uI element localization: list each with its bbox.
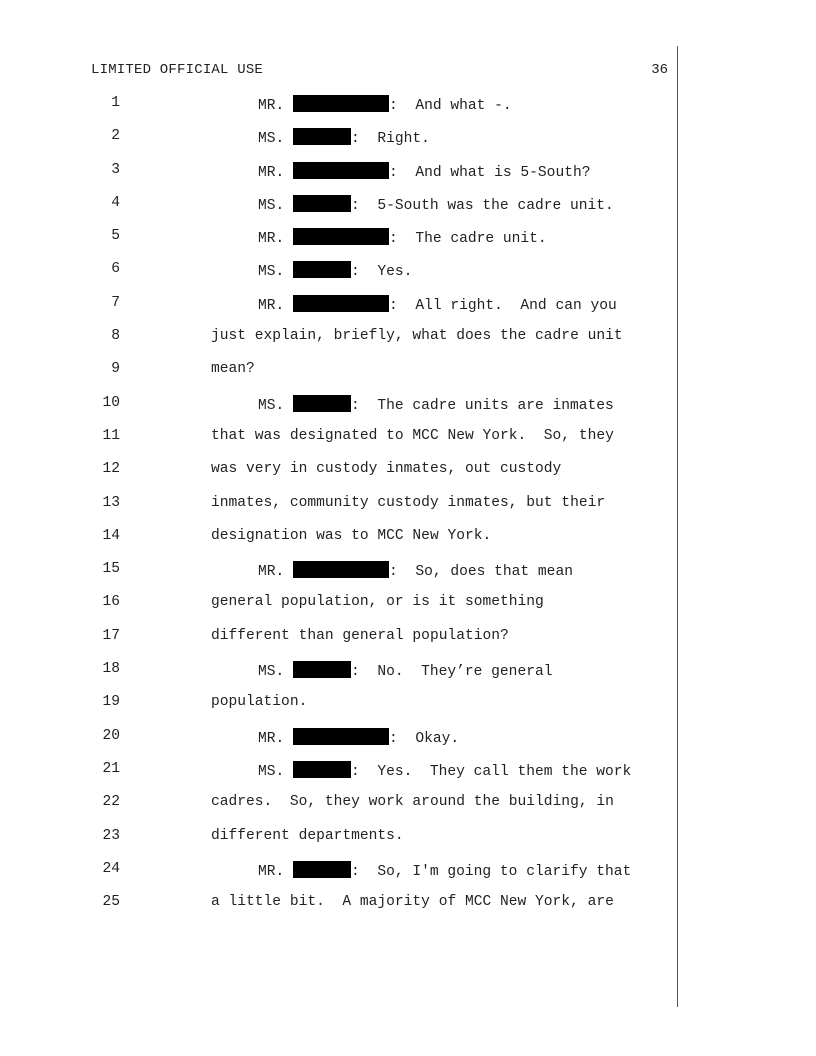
transcript-lines bbox=[0, 92, 677, 924]
speaker-line bbox=[258, 661, 552, 680]
speaker-title: MS. bbox=[258, 264, 285, 281]
line-number: 19 bbox=[102, 694, 120, 711]
redaction-box bbox=[293, 95, 389, 112]
transcript-line bbox=[0, 358, 677, 391]
right-margin-rule bbox=[677, 46, 678, 1007]
speaker-line bbox=[258, 261, 412, 280]
line-number: 17 bbox=[102, 627, 120, 644]
continuation-text: different departments. bbox=[211, 827, 404, 844]
transcript-line bbox=[0, 92, 677, 125]
classification-header: LIMITED OFFICIAL USE bbox=[91, 62, 264, 78]
transcript-line bbox=[0, 858, 677, 891]
speaker-title: MR. bbox=[258, 730, 285, 747]
transcript-line bbox=[0, 691, 677, 724]
speaker-line bbox=[258, 395, 614, 414]
speaker-title: MR. bbox=[258, 231, 285, 248]
line-number: 2 bbox=[111, 128, 120, 145]
continuation-text: designation was to MCC New York. bbox=[211, 527, 492, 544]
line-number: 14 bbox=[102, 527, 120, 544]
redaction-box bbox=[293, 295, 389, 312]
continuation-text: cadres. So, they work around the building, in bbox=[211, 794, 614, 811]
line-number: 8 bbox=[111, 328, 120, 345]
speaker-title: MR. bbox=[258, 98, 285, 114]
speaker-line bbox=[258, 195, 614, 214]
speaker-title: MS. bbox=[258, 397, 285, 414]
speaker-title: MR. bbox=[258, 164, 285, 181]
speaker-line bbox=[258, 561, 573, 580]
line-number: 5 bbox=[111, 228, 120, 245]
speaker-line bbox=[258, 162, 590, 181]
line-number: 23 bbox=[102, 827, 120, 844]
transcript-line bbox=[0, 159, 677, 192]
speaker-title: MR. bbox=[258, 863, 285, 880]
redaction-box bbox=[293, 195, 351, 212]
line-number: 21 bbox=[102, 760, 120, 777]
transcript-line bbox=[0, 192, 677, 225]
transcript-line bbox=[0, 458, 677, 491]
line-number: 1 bbox=[111, 95, 120, 111]
speaker-line bbox=[258, 228, 547, 247]
continuation-text: a little bit. A majority of MCC New York, are bbox=[211, 894, 614, 911]
redaction-box bbox=[293, 761, 351, 778]
transcript-line bbox=[0, 725, 677, 758]
transcript-line bbox=[0, 425, 677, 458]
transcript-line bbox=[0, 492, 677, 525]
speaker-title: MR. bbox=[258, 564, 285, 581]
speech-text: : And what -. bbox=[389, 98, 512, 114]
transcript-line bbox=[0, 891, 677, 924]
redaction-box bbox=[293, 728, 389, 745]
transcript-line bbox=[0, 392, 677, 425]
line-number: 13 bbox=[102, 494, 120, 511]
line-number: 16 bbox=[102, 594, 120, 611]
redaction-box bbox=[293, 395, 351, 412]
transcript-line bbox=[0, 525, 677, 558]
speech-text: : Right. bbox=[351, 131, 430, 148]
speech-text: : So, does that mean bbox=[389, 564, 573, 581]
continuation-text: inmates, community custody inmates, but their bbox=[211, 494, 606, 511]
speaker-title: MS. bbox=[258, 664, 285, 681]
line-number: 6 bbox=[111, 261, 120, 278]
speech-text: : Yes. They call them the work bbox=[351, 763, 632, 780]
line-number: 7 bbox=[111, 294, 120, 311]
transcript-line bbox=[0, 325, 677, 358]
speech-text: : So, I'm going to clarify that bbox=[351, 863, 632, 880]
line-number: 18 bbox=[102, 661, 120, 678]
line-number: 22 bbox=[102, 794, 120, 811]
line-number: 20 bbox=[102, 727, 120, 744]
continuation-text: was very in custody inmates, out custody bbox=[211, 461, 562, 478]
speech-text: : All right. And can you bbox=[389, 297, 617, 314]
line-number: 24 bbox=[102, 860, 120, 877]
redaction-box bbox=[293, 228, 389, 245]
speaker-title: MR. bbox=[258, 297, 285, 314]
transcript-line bbox=[0, 125, 677, 158]
speaker-title: MS. bbox=[258, 197, 285, 214]
transcript-line bbox=[0, 825, 677, 858]
redaction-box bbox=[293, 128, 351, 145]
speech-text: : Yes. bbox=[351, 264, 413, 281]
speaker-title: MS. bbox=[258, 131, 285, 148]
speaker-line bbox=[258, 761, 631, 780]
continuation-text: mean? bbox=[211, 361, 255, 378]
speech-text: : And what is 5-South? bbox=[389, 164, 591, 181]
continuation-text: general population, or is it something bbox=[211, 594, 544, 611]
continuation-text: population. bbox=[211, 694, 308, 711]
transcript-line bbox=[0, 225, 677, 258]
line-number: 11 bbox=[102, 427, 120, 444]
speaker-title: MS. bbox=[258, 763, 285, 780]
transcript-line bbox=[0, 591, 677, 624]
line-number: 12 bbox=[102, 461, 120, 478]
line-number: 3 bbox=[111, 161, 120, 178]
line-number: 4 bbox=[111, 194, 120, 211]
transcript-line bbox=[0, 625, 677, 658]
transcript-line bbox=[0, 258, 677, 291]
speech-text: : Okay. bbox=[389, 730, 460, 747]
line-number: 25 bbox=[102, 894, 120, 911]
transcript-line bbox=[0, 292, 677, 325]
speaker-line bbox=[258, 861, 631, 880]
transcript-line bbox=[0, 791, 677, 824]
line-number: 10 bbox=[102, 394, 120, 411]
speech-text: : 5-South was the cadre unit. bbox=[351, 197, 614, 214]
transcript-line bbox=[0, 658, 677, 691]
speaker-line bbox=[258, 95, 512, 114]
speech-text: : The cadre units are inmates bbox=[351, 397, 614, 414]
speaker-line bbox=[258, 128, 430, 147]
transcript-line bbox=[0, 758, 677, 791]
page-number: 36 bbox=[651, 62, 668, 78]
speaker-line bbox=[258, 295, 617, 314]
transcript-line bbox=[0, 558, 677, 591]
speaker-line bbox=[258, 728, 459, 747]
continuation-text: different than general population? bbox=[211, 627, 509, 644]
speech-text: : The cadre unit. bbox=[389, 231, 547, 248]
line-number: 15 bbox=[102, 561, 120, 578]
redaction-box bbox=[293, 561, 389, 578]
redaction-box bbox=[293, 861, 351, 878]
speech-text: : No. They’re general bbox=[351, 664, 553, 681]
redaction-box bbox=[293, 261, 351, 278]
continuation-text: that was designated to MCC New York. So, they bbox=[211, 427, 614, 444]
continuation-text: just explain, briefly, what does the cadre unit bbox=[211, 328, 623, 345]
line-number: 9 bbox=[111, 361, 120, 378]
redaction-box bbox=[293, 162, 389, 179]
redaction-box bbox=[293, 661, 351, 678]
